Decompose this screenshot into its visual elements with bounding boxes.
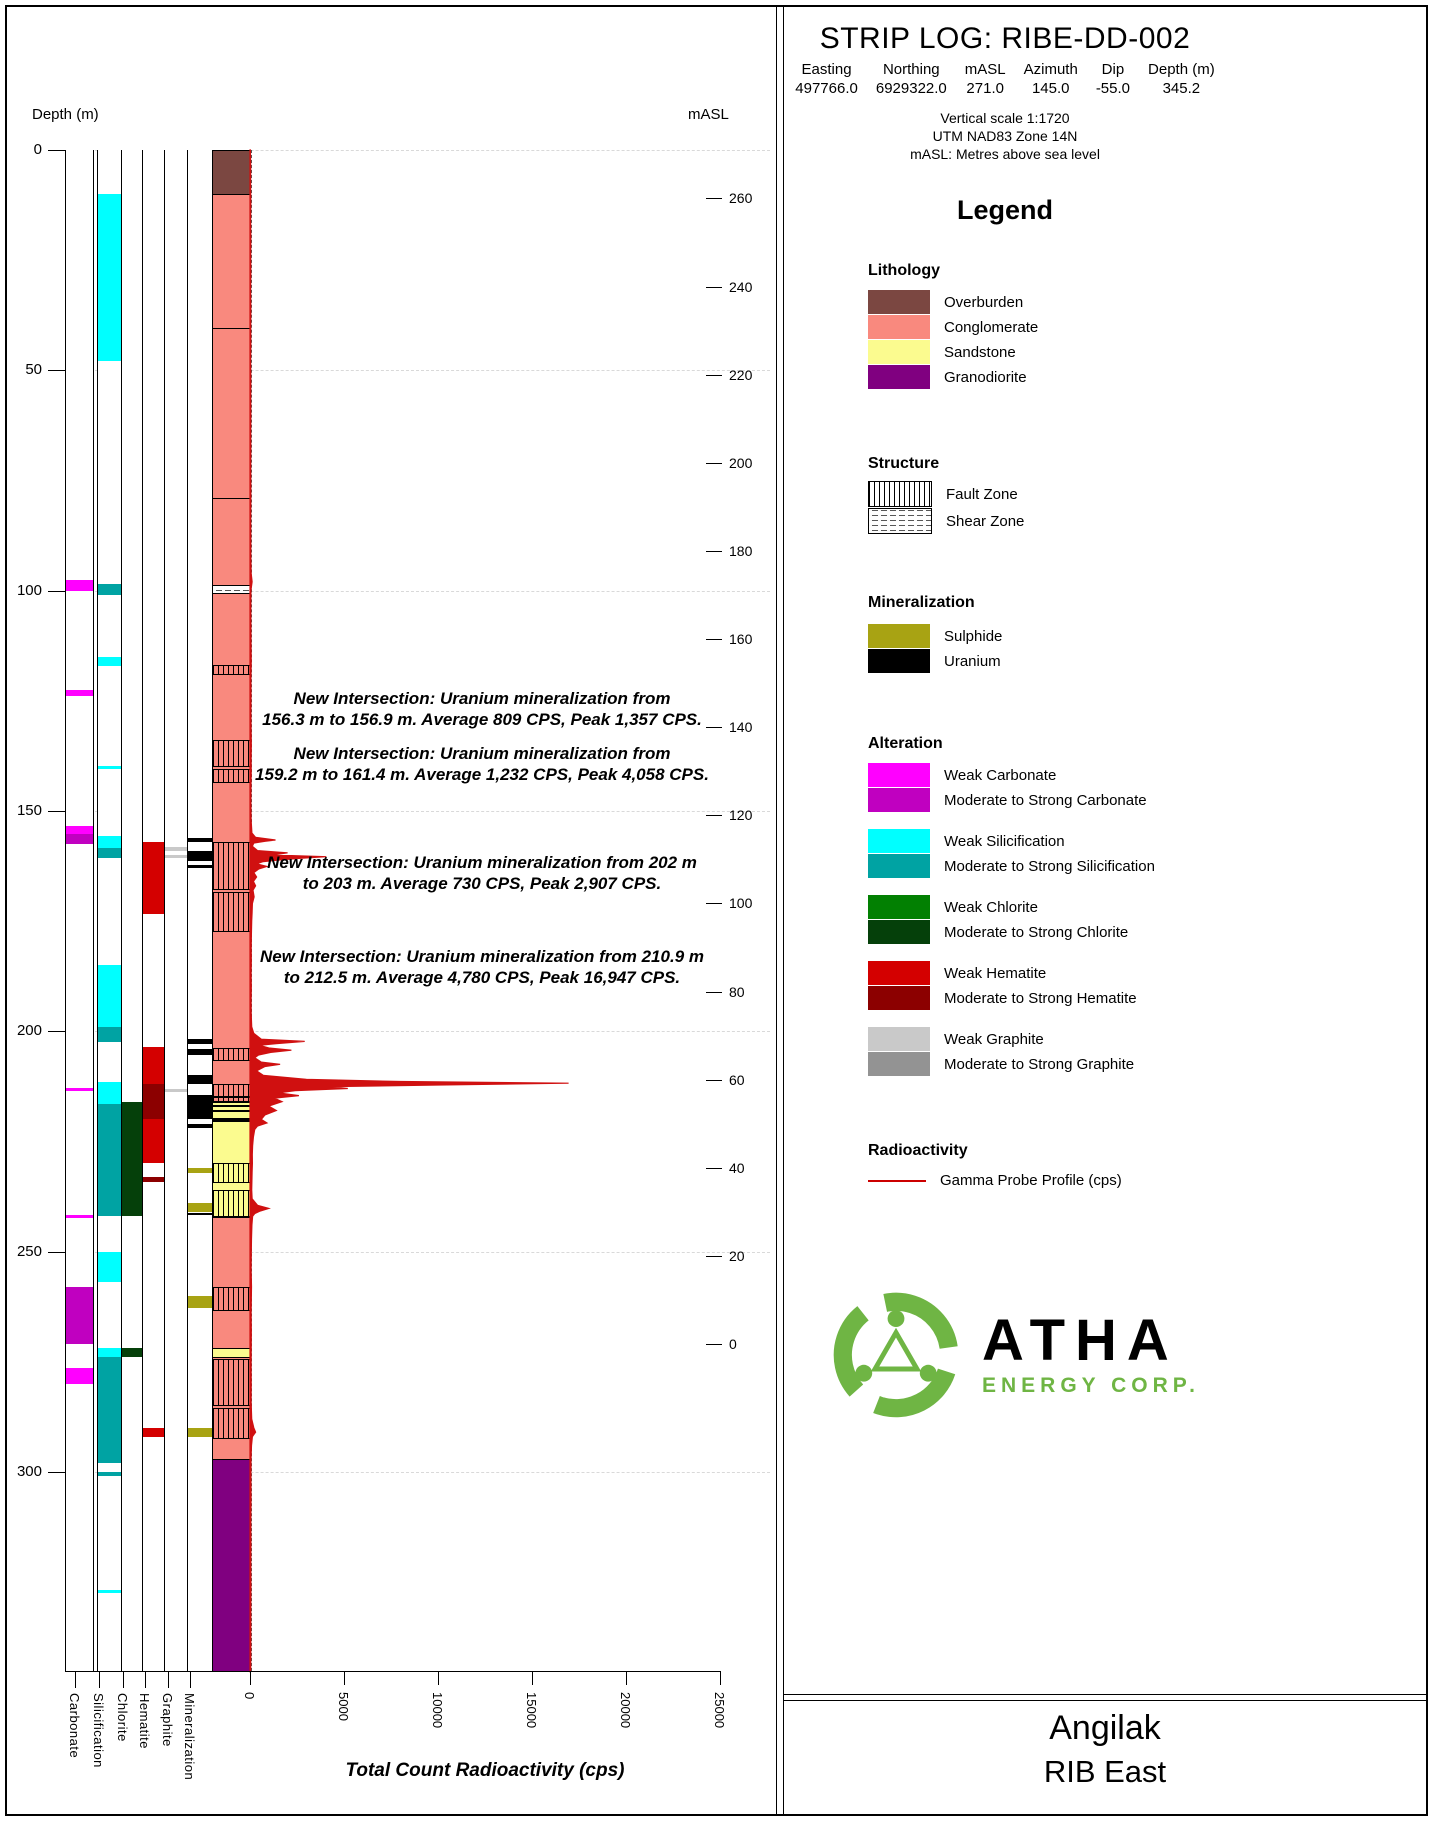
silicification-weak-interval (98, 766, 123, 769)
uranium-interval (188, 1039, 213, 1044)
page-title: STRIP LOG: RIBE-DD-002 (819, 22, 1191, 55)
footer-divider-inner (784, 1700, 1426, 1701)
note-utm-zone: UTM NAD83 Zone 14N (932, 127, 1078, 144)
field-label: mASL (964, 61, 1006, 78)
depth-tick (48, 1472, 65, 1473)
legend-granodiorite-swatch (868, 365, 930, 389)
silicification-weak-interval (98, 836, 123, 848)
masl-tick-label: 240 (729, 278, 753, 295)
legend-section-alteration (868, 735, 1388, 1093)
legend-overburden-swatch (868, 290, 930, 314)
depth-tick-label: 50 (25, 361, 42, 379)
legend-conglomerate (868, 315, 1388, 339)
structure-fault-zone (213, 1084, 251, 1101)
column-tick (145, 1671, 146, 1688)
legend-fault-zone (868, 481, 1388, 507)
sulphide-interval (188, 1203, 213, 1212)
legend-graphite_strong (868, 1052, 1388, 1076)
carbonate-moderate-strong-interval (66, 1287, 93, 1344)
mineralization-legend-rows (868, 624, 1388, 673)
legend-sandstone-swatch (868, 340, 930, 364)
field-value: 6929322.0 (875, 79, 947, 97)
legend-graphite_weak-swatch (868, 1027, 930, 1051)
lithology-column (212, 150, 252, 1671)
gamma-line-icon (868, 1180, 926, 1182)
masl-tick-label: 20 (729, 1247, 745, 1264)
lithology-conglomerate (213, 1216, 251, 1349)
lithology-section-title: Lithology (868, 262, 940, 279)
atha-logo (826, 1280, 1246, 1430)
legend-section-mineralization (868, 594, 1388, 674)
legend-carbonate_weak-swatch (868, 763, 930, 787)
cps-axis-title: Total Count Radioactivity (cps) (345, 1760, 625, 1781)
legend-carbonate_strong-swatch (868, 788, 930, 812)
silicification-weak-interval (98, 1252, 123, 1283)
annotation-line: 156.3 m to 156.9 m. Average 809 CPS, Peak 1,357 CPS. (262, 710, 702, 730)
cps-tick-label: 10000 (430, 1692, 445, 1729)
lithology-boundary (213, 328, 251, 329)
cps-tick-label: 20000 (618, 1692, 633, 1729)
masl-tick-label: 260 (729, 190, 753, 207)
legend-chlorite_strong-swatch (868, 920, 930, 944)
legend-pair-graphite_weak (868, 1027, 1388, 1076)
field-easting (795, 61, 858, 99)
legend-silicification_strong-label: Moderate to Strong Silicification (944, 857, 1155, 875)
depth-tick-label: 0 (33, 141, 42, 158)
silicification-moderate-strong-interval (98, 1027, 123, 1042)
panel-divider-outer (776, 7, 777, 1814)
legend-fault-zone-swatch (868, 481, 932, 507)
panel-divider-inner (783, 7, 784, 1814)
legend-pair-carbonate_weak (868, 763, 1388, 812)
uranium-interval (188, 1124, 213, 1128)
gamma-probe-label: Gamma Probe Profile (cps) (940, 1172, 1122, 1189)
alteration-section-title: Alteration (868, 735, 943, 752)
hematite-weak-interval (143, 1428, 166, 1437)
legend-section-lithology (868, 262, 1388, 390)
structure-legend-rows (868, 481, 1388, 534)
masl-tick-label: 0 (729, 1336, 737, 1353)
legend-section-radioactivity (868, 1142, 1388, 1190)
silicification-weak-interval (98, 1348, 123, 1357)
intersection-annotation-4 (253, 946, 711, 989)
uranium-interval (188, 1095, 213, 1119)
graphite-weak-interval (165, 1089, 189, 1092)
legend-graphite_weak-label: Weak Graphite (944, 1030, 1044, 1048)
uranium-interval (188, 1213, 213, 1215)
legend-fault-zone-label: Fault Zone (946, 485, 1018, 503)
column-label-graphite: Graphite (160, 1693, 175, 1747)
lithology-overburden (213, 150, 251, 195)
uranium-interval (188, 1049, 213, 1056)
structure-fault-zone (213, 769, 251, 783)
silicification-moderate-strong-interval (98, 1472, 123, 1476)
chlorite-moderate-strong-interval (122, 1102, 144, 1217)
logo-name: ATHA (982, 1308, 1179, 1373)
intersection-annotation-1 (253, 688, 711, 731)
legend-hematite_weak (868, 961, 1388, 985)
uranium-bed (213, 1118, 251, 1121)
legend-carbonate_strong-label: Moderate to Strong Carbonate (944, 791, 1147, 809)
legend-silicification_strong-swatch (868, 854, 930, 878)
uranium-bed (213, 1101, 251, 1103)
silicification-weak-interval (98, 1082, 123, 1104)
carbonate-weak-interval (66, 690, 93, 697)
field-label: Dip (1101, 61, 1125, 78)
legend-silicification_strong (868, 854, 1388, 878)
annotation-line: New Intersection: Uranium mineralization from (293, 744, 671, 764)
legend-chlorite_strong (868, 920, 1388, 944)
legend-title: Legend (956, 195, 1053, 225)
depth-tick (48, 370, 65, 371)
legend-shear-zone-label: Shear Zone (946, 512, 1025, 530)
column-label-silicification: Silicification (91, 1693, 106, 1768)
masl-tick-label: 200 (729, 454, 753, 471)
silicification-moderate-strong-interval (98, 1104, 123, 1216)
field-azimuth (1024, 61, 1078, 99)
legend-overburden-label: Overburden (944, 293, 1024, 311)
legend-graphite_strong-swatch (868, 1052, 930, 1076)
depth-tick (48, 591, 65, 592)
field-label: Northing (882, 61, 940, 78)
mineralization-section-title: Mineralization (868, 594, 975, 611)
uranium-bed (213, 1105, 251, 1107)
field-dip (1096, 61, 1130, 99)
cps-tick-label: 15000 (524, 1692, 539, 1729)
depth-tick-label: 100 (16, 581, 42, 599)
column-label-hematite: Hematite (137, 1693, 152, 1750)
column-tick (168, 1671, 169, 1688)
legend-sandstone (868, 340, 1388, 364)
depth-tick-label: 300 (16, 1462, 42, 1480)
legend-sulphide (868, 624, 1388, 648)
cps-tick (250, 1671, 251, 1685)
sulphide-interval (188, 1428, 213, 1437)
silicification-weak-interval (98, 1590, 123, 1593)
legend-graphite_strong-label: Moderate to Strong Graphite (944, 1055, 1135, 1073)
intersection-annotation-2 (253, 743, 711, 786)
structure-fault-zone (213, 892, 251, 931)
legend-carbonate_strong (868, 788, 1388, 812)
uranium-interval (188, 838, 213, 842)
depth-tick (48, 150, 65, 151)
chlorite-moderate-strong-interval (122, 1348, 144, 1357)
field-value: 497766.0 (795, 79, 858, 97)
bottom-axis-line (65, 1671, 720, 1672)
silicification-weak-interval (98, 657, 123, 666)
masl-tick-label: 40 (729, 1159, 745, 1176)
legend-conglomerate-label: Conglomerate (944, 318, 1039, 336)
column-tick (123, 1671, 124, 1688)
radioactivity-section-title: Radioactivity (868, 1142, 968, 1159)
hematite-weak-interval (143, 1119, 166, 1163)
structure-shear-zone (213, 585, 251, 594)
masl-axis-title: mASL (688, 106, 729, 123)
legend-uranium-swatch (868, 649, 930, 673)
lithology-conglomerate (213, 194, 251, 1103)
uranium-interval (188, 851, 213, 861)
carbonate-weak-interval (66, 1368, 93, 1383)
legend-silicification_weak-label: Weak Silicification (944, 832, 1065, 850)
column-mineralization (187, 150, 214, 1671)
header-notes (795, 109, 1215, 164)
uranium-bed (213, 1096, 251, 1099)
field-masl (965, 61, 1006, 99)
annotation-line: New Intersection: Uranium mineralization from 210.9 m (259, 946, 704, 966)
silicification-weak-interval (98, 194, 123, 361)
hematite-moderate-strong-interval (143, 1084, 166, 1119)
depth-tick (48, 1252, 65, 1253)
logo-text (982, 1308, 1200, 1398)
structure-fault-zone (213, 1359, 251, 1405)
column-tick (99, 1671, 100, 1688)
depth-tick-label: 150 (16, 801, 42, 819)
field-label: Depth (m) (1148, 61, 1215, 78)
legend-hematite_strong (868, 986, 1388, 1010)
legend-granodiorite-label: Granodiorite (944, 368, 1027, 386)
project-name: Angilak (1049, 1709, 1161, 1747)
field-value: 345.2 (1162, 79, 1201, 97)
cps-tick (438, 1671, 439, 1685)
cps-tick-label: 25000 (712, 1692, 727, 1729)
field-label: Azimuth (1023, 61, 1078, 78)
legend-hematite_weak-label: Weak Hematite (944, 964, 1047, 982)
legend-sandstone-label: Sandstone (944, 343, 1016, 361)
legend-chlorite_weak-swatch (868, 895, 930, 919)
cps-tick-label: 0 (242, 1692, 257, 1700)
masl-tick-label: 220 (729, 366, 753, 383)
field-label: Easting (801, 61, 852, 78)
silicification-weak-interval (98, 965, 123, 1027)
legend-carbonate_weak-label: Weak Carbonate (944, 766, 1057, 784)
cps-tick (532, 1671, 533, 1685)
title-block (783, 1703, 1427, 1790)
annotation-line: to 212.5 m. Average 4,780 CPS, Peak 16,947 CPS. (283, 968, 681, 988)
silicification-moderate-strong-interval (98, 848, 123, 858)
structure-fault-zone (213, 1287, 251, 1311)
legend-shear-zone (868, 508, 1388, 534)
uranium-bed (213, 1110, 251, 1112)
gamma-curve-path (250, 150, 569, 1671)
note-masl-definition: mASL: Metres above sea level (910, 145, 1100, 162)
drillhole-fields (795, 61, 1215, 99)
column-carbonate (65, 150, 94, 1671)
alteration-legend-rows (868, 763, 1388, 1076)
structure-fault-zone (213, 1190, 251, 1218)
column-tick (190, 1671, 191, 1688)
annotation-line: 159.2 m to 161.4 m. Average 1,232 CPS, Peak 4,058 CPS. (255, 765, 709, 785)
uranium-interval (188, 1075, 213, 1084)
lithology-granodiorite (213, 1459, 251, 1672)
atha-swirl-icon (826, 1285, 966, 1425)
field-northing (876, 61, 947, 99)
masl-tick-label: 60 (729, 1071, 745, 1088)
legend-silicification_weak (868, 829, 1388, 853)
graphite-weak-interval (165, 847, 189, 851)
carbonate-weak-interval (66, 1088, 93, 1091)
structure-fault-zone (213, 842, 251, 890)
masl-tick-label: 80 (729, 983, 745, 1000)
gamma-probe-legend-row (868, 1172, 1388, 1189)
masl-tick-label: 100 (729, 895, 753, 912)
lithology-boundary (213, 498, 251, 499)
carbonate-weak-interval (66, 826, 93, 833)
column-silicification (97, 150, 124, 1671)
sulphide-interval (188, 1168, 213, 1173)
legend-pair-hematite_weak (868, 961, 1388, 1010)
uranium-interval (188, 865, 213, 869)
annotation-line: New Intersection: Uranium mineralization from 202 m (267, 852, 697, 872)
legend-shear-zone-swatch (868, 508, 932, 534)
depth-tick-label: 250 (16, 1242, 42, 1260)
cps-tick (344, 1671, 345, 1685)
legend-sulphide-swatch (868, 624, 930, 648)
area-name: RIB East (1043, 1754, 1167, 1789)
legend-carbonate_weak (868, 763, 1388, 787)
legend-uranium-label: Uranium (944, 652, 1001, 670)
logo-subtitle: ENERGY CORP. (982, 1374, 1200, 1397)
field-value: 271.0 (966, 79, 1004, 97)
field-value: -55.0 (1095, 79, 1131, 97)
legend-hematite_strong-label: Moderate to Strong Hematite (944, 989, 1137, 1007)
silicification-moderate-strong-interval (98, 584, 123, 595)
hematite-weak-interval (143, 1047, 166, 1084)
gamma-probe-curve (250, 150, 770, 1671)
legend-chlorite_weak (868, 895, 1388, 919)
intersection-annotation-3 (253, 852, 711, 895)
structure-fault-zone (213, 1048, 251, 1061)
depth-axis-title: Depth (m) (32, 106, 99, 123)
cps-tick-label: 5000 (336, 1692, 351, 1721)
silicification-moderate-strong-interval (98, 1357, 123, 1463)
footer-divider-outer (784, 1694, 1426, 1695)
column-label-chlorite: Chlorite (115, 1693, 130, 1742)
cps-tick (626, 1671, 627, 1685)
column-tick (75, 1671, 76, 1688)
legend-chlorite_strong-label: Moderate to Strong Chlorite (944, 923, 1129, 941)
masl-tick-label: 180 (729, 542, 753, 559)
column-label-carbonate: Carbonate (67, 1693, 82, 1759)
hematite-weak-interval (143, 842, 166, 915)
depth-tick (48, 811, 65, 812)
masl-tick-label: 120 (729, 807, 753, 824)
legend-section-structure (868, 455, 1388, 535)
legend-chlorite_weak-label: Weak Chlorite (944, 898, 1038, 916)
masl-tick-label: 140 (729, 719, 753, 736)
note-vertical-scale: Vertical scale 1:1720 (940, 109, 1070, 126)
structure-fault-zone (213, 1408, 251, 1439)
lithology-legend-rows (868, 290, 1388, 389)
legend-hematite_weak-swatch (868, 961, 930, 985)
carbonate-weak-interval (66, 1215, 93, 1218)
masl-tick-label: 160 (729, 631, 753, 648)
annotation-line: New Intersection: Uranium mineralization from (293, 689, 671, 709)
sulphide-interval (188, 1296, 213, 1308)
cps-tick (720, 1671, 721, 1685)
carbonate-moderate-strong-interval (66, 834, 93, 844)
structure-fault-zone (213, 740, 251, 766)
legend-granodiorite (868, 365, 1388, 389)
structure-fault-zone (213, 665, 251, 675)
legend-hematite_strong-swatch (868, 986, 930, 1010)
graphite-weak-interval (165, 855, 189, 858)
column-label-mineralization: Mineralization (182, 1693, 197, 1781)
structure-section-title: Structure (868, 455, 940, 472)
header-block (795, 22, 1215, 163)
legend-pair-chlorite_weak (868, 895, 1388, 944)
structure-fault-zone (213, 1163, 251, 1183)
depth-tick (48, 1031, 65, 1032)
legend-graphite_weak (868, 1027, 1388, 1051)
legend-uranium (868, 649, 1388, 673)
legend-silicification_weak-swatch (868, 829, 930, 853)
depth-tick-label: 200 (16, 1022, 42, 1040)
legend-conglomerate-swatch (868, 315, 930, 339)
field-depth-m- (1148, 61, 1215, 99)
hematite-moderate-strong-interval (143, 1177, 166, 1182)
legend-pair-silicification_weak (868, 829, 1388, 878)
carbonate-weak-interval (66, 580, 93, 591)
legend-overburden (868, 290, 1388, 314)
field-value: 145.0 (1031, 79, 1070, 97)
annotation-line: to 203 m. Average 730 CPS, Peak 2,907 CPS. (302, 873, 662, 893)
legend-sulphide-label: Sulphide (944, 627, 1003, 645)
